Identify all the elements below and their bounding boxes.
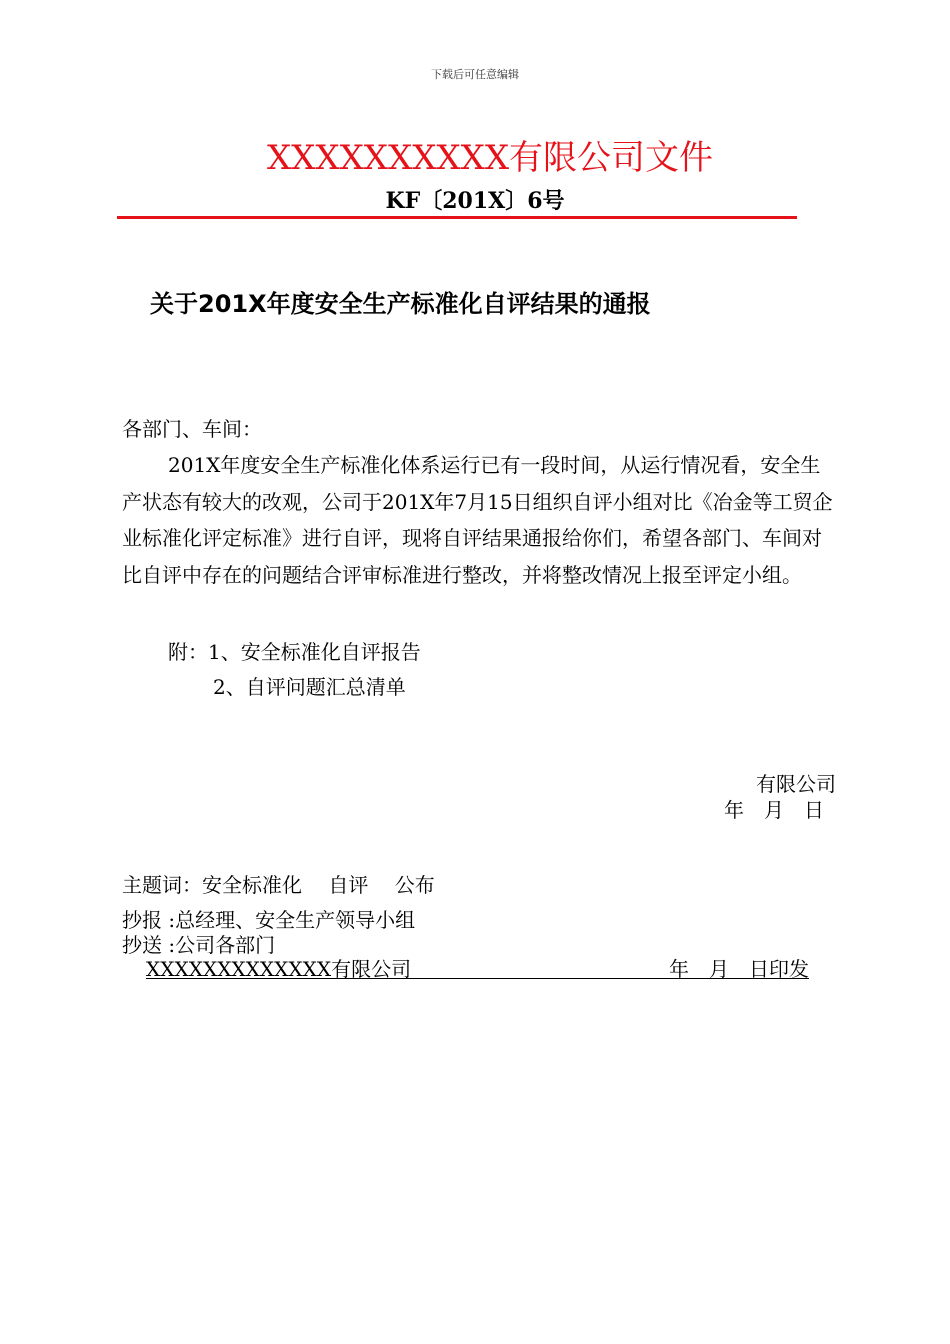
attachment-item-2: 2、自评问题汇总清单 (213, 675, 406, 699)
cc-report-line: 抄报 :总经理、安全生产领导小组 (122, 908, 416, 932)
footer-issue-line (146, 953, 809, 979)
header-note: 下载后可任意编辑 (431, 68, 519, 81)
red-divider (117, 216, 797, 219)
organization-title: XXXXXXXXXX有限公司文件 (266, 138, 714, 178)
footer-date: 年 月 日印发 (669, 957, 809, 981)
attachment-item-1: 附：1、安全标准化自评报告 (168, 640, 421, 664)
signature-company: 有限公司 (756, 772, 836, 796)
footer-company: XXXXXXXXXXXXX有限公司 (146, 957, 412, 981)
salutation: 各部门、车间： (122, 417, 262, 441)
notice-title: 关于201X年度安全生产标准化自评结果的通报 (150, 290, 651, 318)
document-number: KF〔201X〕6号 (385, 188, 565, 214)
body-paragraph: 201X年度安全生产标准化体系运行已有一段时间，从运行情况看，安全生产状态有较大的改观，公司于201X年7月15日组织自评小组对比《冶金等工贸企业标准化评定标准》进行自评，现将自评结果通报给你们，希望各部门、车间对比自评中存在的问题结合评审标准进行整改，并将整改情况上报至评定小组。 (122, 453, 833, 587)
signature-date: 年 月 日 (724, 798, 824, 822)
keywords-line: 主题词：安全标准化 自评 公布 (122, 873, 435, 897)
cc-send-line: 抄送 :公司各部门 (122, 933, 276, 957)
